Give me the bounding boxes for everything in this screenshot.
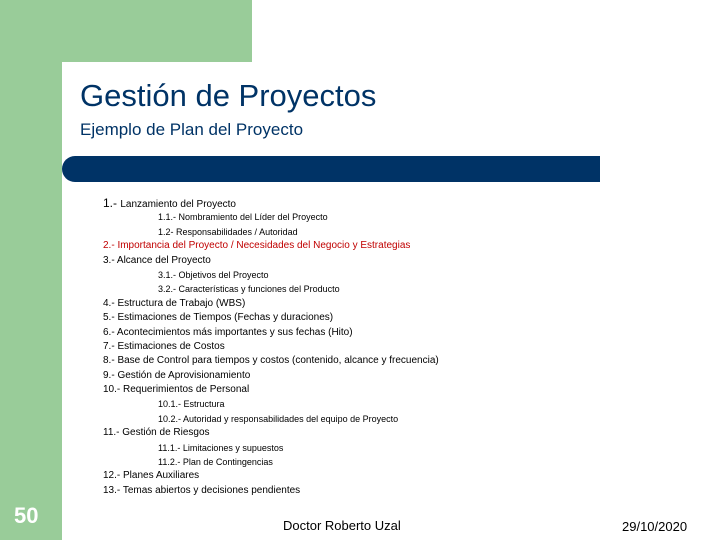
outline-subitem: 11.1.- Limitaciones y supuestos xyxy=(158,442,284,453)
footer-author: Doctor Roberto Uzal xyxy=(283,518,401,533)
title-divider-bar xyxy=(62,156,600,182)
outline-item: 10.- Requerimientos de Personal xyxy=(103,384,250,396)
slide-subtitle: Ejemplo de Plan del Proyecto xyxy=(80,120,304,139)
outline-subitem: 1.1.- Nombramiento del Líder del Proyecto xyxy=(158,212,328,223)
outline-subitem: 10.1.- Estructura xyxy=(158,399,225,410)
outline-item: 9.- Gestión de Aprovisionamiento xyxy=(103,369,251,381)
slide-number: 50 xyxy=(14,503,39,528)
slide-title: Gestión de Proyectos xyxy=(80,78,377,113)
decorative-green-sidebar xyxy=(0,0,62,540)
outline-item: 12.- Planes Auxiliares xyxy=(103,470,200,482)
outline-subitem: 11.2.- Plan de Contingencias xyxy=(158,457,273,468)
outline-subitem: 10.2.- Autoridad y responsabilidades del equipo de Proyecto xyxy=(158,413,399,424)
outline-item: 5.- Estimaciones de Tiempos (Fechas y duraciones) xyxy=(103,312,334,324)
outline-subitem: 3.1.- Objetivos del Proyecto xyxy=(158,269,269,280)
outline-item: 4.- Estructura de Trabajo (WBS) xyxy=(103,297,246,309)
outline-item: 6.- Acontecimientos más importantes y sus fechas (Hito) xyxy=(103,326,353,338)
outline-subitem: 3.2.- Características y funciones del Producto xyxy=(158,284,340,295)
outline-item: 3.- Alcance del Proyecto xyxy=(103,254,211,266)
outline-item: 11.- Gestión de Riesgos xyxy=(103,427,210,439)
outline-subitem: 1.2- Responsabilidades / Autoridad xyxy=(158,226,298,237)
outline-item-highlighted: 2.- Importancia del Proyecto / Necesidades del Negocio y Estrategias xyxy=(103,240,411,252)
outline-item: 13.- Temas abiertos y decisiones pendientes xyxy=(103,484,301,496)
outline-item: 1.- Lanzamiento del Proyecto xyxy=(103,196,236,210)
outline-item: 7.- Estimaciones de Costos xyxy=(103,340,225,352)
footer-date: 29/10/2020 xyxy=(622,519,688,534)
outline-item: 8.- Base de Control para tiempos y costos (contenido, alcance y frecuencia) xyxy=(103,355,439,367)
plan-outline xyxy=(103,196,439,498)
